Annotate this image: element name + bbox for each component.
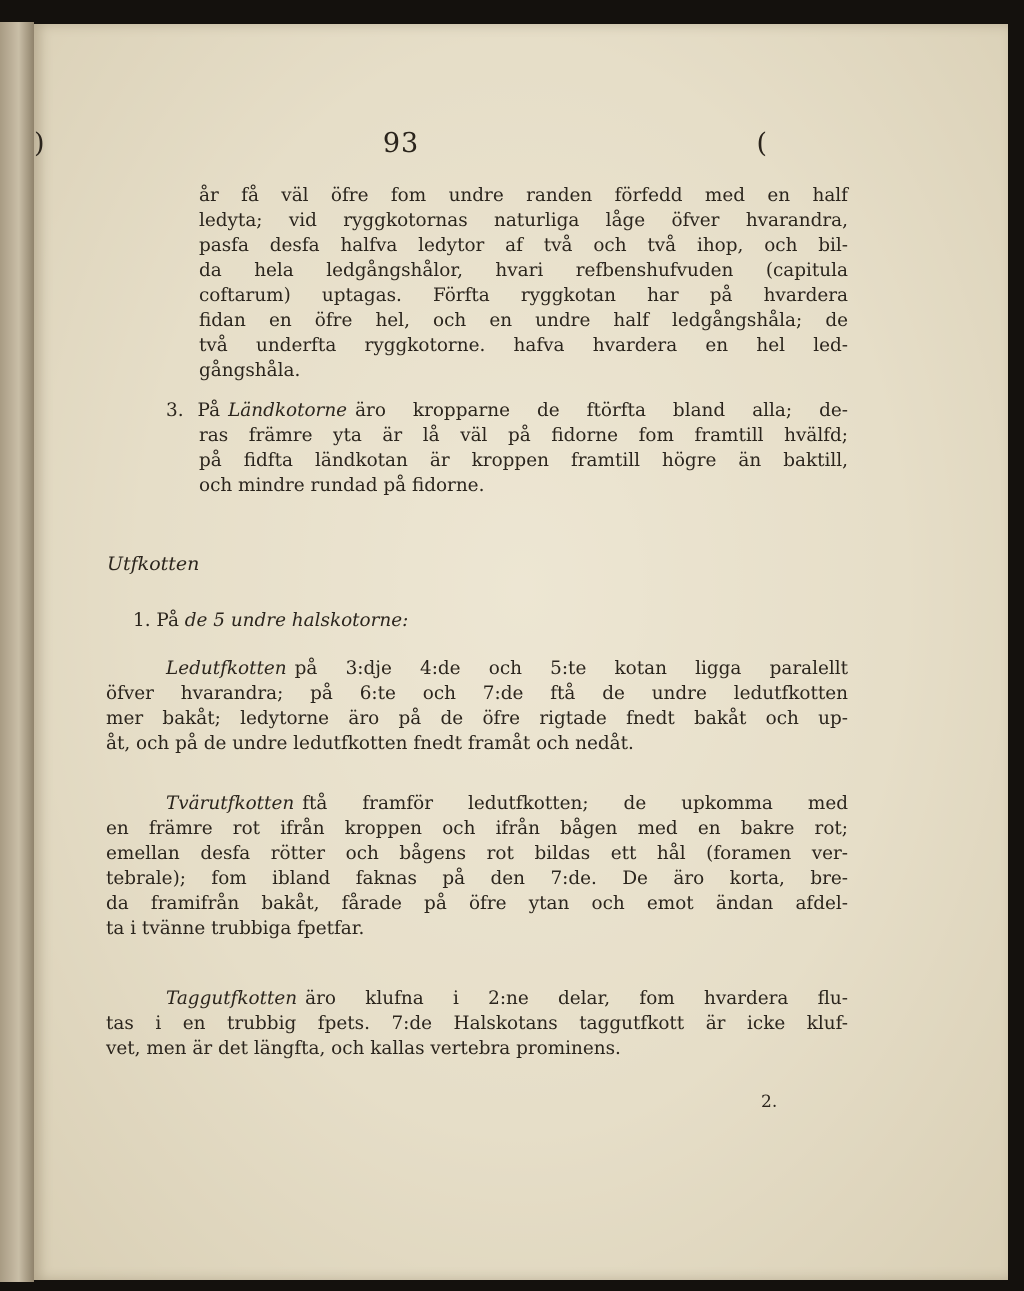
text-line <box>166 399 848 424</box>
prefix: På <box>197 400 221 421</box>
page-number: ) 93 ( <box>34 128 768 159</box>
term-italic: Taggutfkotten <box>166 988 298 1009</box>
line-rest: äro kropparne de ftörfta bland alla; de- <box>355 400 848 421</box>
text-line: tebrale); fom ibland faknas på den 7:de. De äro korta, bre- <box>106 868 848 889</box>
catchword: 2. <box>761 1092 778 1112</box>
text-line: pasfa desfa halfva ledytor af två och två ihop, och bil- <box>199 235 848 256</box>
text-line: gångshåla. <box>199 360 301 381</box>
left-page-edge <box>0 22 34 1282</box>
text-line: år få väl öfre fom undre randen förfedd med en half <box>199 185 848 206</box>
item-number: 1. <box>133 610 151 631</box>
term-italic: Ledutfkotten <box>166 658 287 679</box>
text-line: fidan en öfre hel, och en undre half ledgångshåla; de <box>199 310 848 331</box>
line-rest: äro klufna i 2:ne delar, fom hvardera flu- <box>305 988 848 1009</box>
text-line <box>166 987 848 1012</box>
item-1-italic: de 5 undre halskotorne: <box>184 610 409 631</box>
text-line: öfver hvarandra; på 6:te och 7:de ftå de undre ledutfkotten <box>106 683 848 704</box>
text-line: da framifrån bakåt, fårade på öfre ytan och emot ändan afdel- <box>106 893 848 914</box>
text-line: da hela ledgångshålor, hvari refbenshufvuden (capitula <box>199 260 848 281</box>
book-page <box>34 24 1008 1280</box>
text-line: coftarum) uptagas. Förfta ryggkotan har på hvardera <box>199 285 848 306</box>
text-line: tas i en trubbig fpets. 7:de Halskotans taggutfkott är icke kluf- <box>106 1013 848 1034</box>
line-rest: på 3:dje 4:de och 5:te kotan ligga paralellt <box>294 658 848 679</box>
item-number: 3. <box>166 400 184 421</box>
item-1-line <box>133 609 533 634</box>
line-rest: ftå framför ledutfkotten; de upkomma med <box>302 793 848 814</box>
text-line: ledyta; vid ryggkotornas naturliga låge öfver hvarandra, <box>199 210 848 231</box>
text-line: emellan desfa rötter och bågens rot bildas ett hål (foramen ver- <box>106 843 848 864</box>
text-line: och mindre rundad på fidorne. <box>199 475 485 496</box>
text-line <box>166 657 848 682</box>
text-line: på fidfta ländkotan är kroppen framtill högre än baktill, <box>199 450 848 471</box>
text-line: ta i tvänne trubbiga fpetfar. <box>106 918 365 939</box>
text-line: åt, och på de undre ledutfkotten fnedt framåt och nedåt. <box>106 733 634 754</box>
text-line: en främre rot ifrån kroppen och ifrån bågen med en bakre rot; <box>106 818 848 839</box>
term-italic: Ländkotorne <box>228 400 348 421</box>
section-heading: Utfkotten <box>107 553 200 575</box>
term-italic: Tvärutfkotten <box>166 793 295 814</box>
text-line <box>166 792 848 817</box>
text-line: mer bakåt; ledytorne äro på de öfre rigtade fnedt bakåt och up- <box>106 708 848 729</box>
text-line: två underfta ryggkotorne. hafva hvardera en hel led- <box>199 335 848 356</box>
text-line: vet, men är det längfta, och kallas vertebra prominens. <box>106 1038 621 1059</box>
text-line: ras främre yta är lå väl på fidorne fom framtill hvälfd; <box>199 425 848 446</box>
prefix: På <box>156 610 179 631</box>
